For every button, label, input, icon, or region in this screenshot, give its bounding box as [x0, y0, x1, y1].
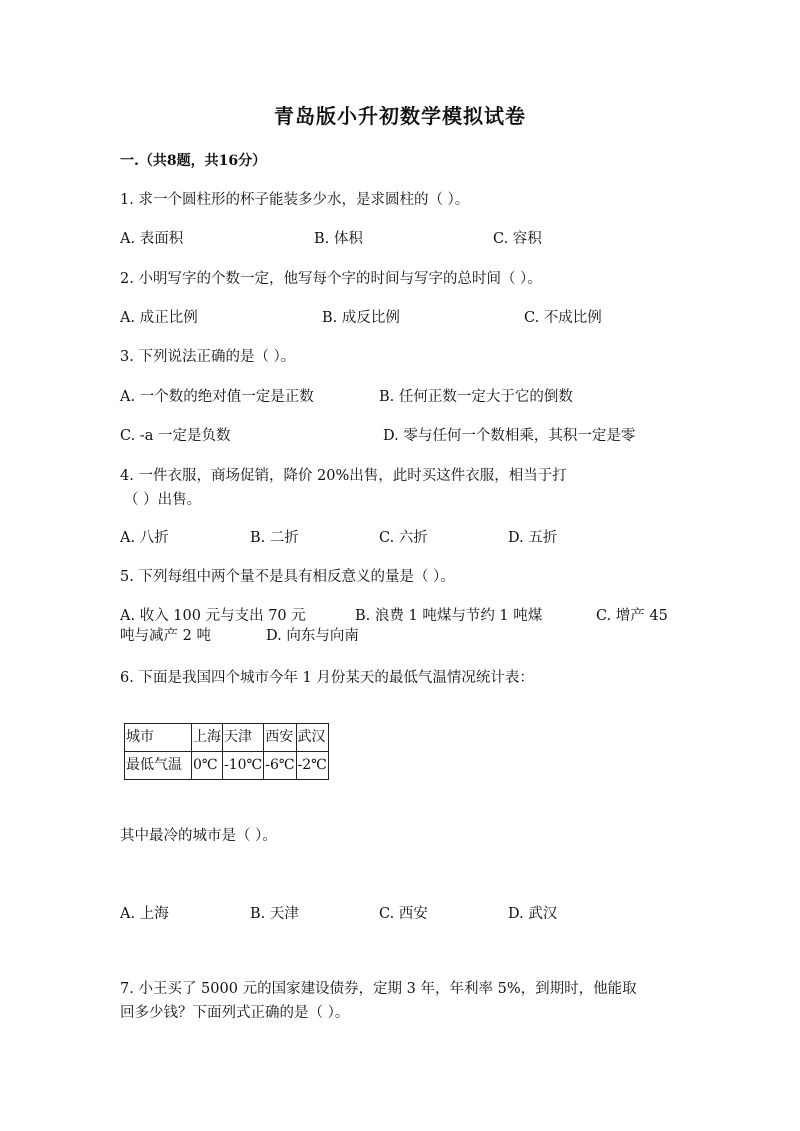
table-cell: 武汉	[296, 724, 328, 752]
question-6-question: 其中最冷的城市是（ ）。	[120, 828, 277, 844]
question-6-option-a: A. 上海	[120, 906, 169, 922]
table-cell: 上海	[192, 724, 223, 752]
table-cell: 西安	[264, 724, 296, 752]
question-1-option-b: B. 体积	[314, 231, 363, 247]
question-2-option-b: B. 成反比例	[322, 310, 400, 326]
question-3-option-a: A. 一个数的绝对值一定是正数	[120, 389, 314, 405]
question-4-option-b: B. 二折	[250, 530, 299, 546]
question-4-option-d: D. 五折	[508, 530, 558, 546]
question-7-stem-line1: 7. 小王买了 5000 元的国家建设债券，定期 3 年，年利率 5%，到期时，他能取	[120, 981, 637, 997]
question-5-option-c-start: C. 增产 45	[596, 608, 668, 624]
table-cell: 0℃	[192, 752, 223, 780]
question-5-option-d: D. 向东与向南	[266, 628, 359, 644]
table-row	[125, 752, 329, 780]
question-2-stem: 2. 小明写字的个数一定，他写每个字的时间与写字的总时间（ ）。	[120, 271, 542, 287]
question-3-option-d: D. 零与任何一个数相乘，其积一定是零	[383, 428, 636, 444]
table-cell: 最低气温	[125, 752, 192, 780]
table-cell: -2℃	[296, 752, 328, 780]
question-5-option-a: A. 收入 100 元与支出 70 元	[120, 608, 306, 624]
question-6-option-b: B. 天津	[250, 906, 299, 922]
question-1-option-a: A. 表面积	[120, 231, 184, 247]
question-5-option-b: B. 浪费 1 吨煤与节约 1 吨煤	[355, 608, 543, 624]
page-title: 青岛版小升初数学模拟试卷	[274, 104, 526, 128]
question-6-option-d: D. 武汉	[508, 906, 558, 922]
question-3-option-b: B. 任何正数一定大于它的倒数	[379, 389, 573, 405]
question-6-stem: 6. 下面是我国四个城市今年 1 月份某天的最低气温情况统计表：	[120, 670, 534, 686]
question-5-stem: 5. 下列每组中两个量不是具有相反意义的量是（ ）。	[120, 569, 455, 585]
question-4-option-a: A. 八折	[120, 530, 169, 546]
temperature-table	[124, 723, 329, 780]
table-header-row	[125, 724, 329, 752]
question-2-option-c: C. 不成比例	[524, 310, 602, 326]
table-cell: -6℃	[264, 752, 296, 780]
question-1-option-c: C. 容积	[493, 231, 542, 247]
table-cell: 天津	[223, 724, 264, 752]
question-6-option-c: C. 西安	[379, 906, 428, 922]
table-cell: 城市	[125, 724, 192, 752]
question-3-option-c: C. -a 一定是负数	[120, 428, 231, 444]
question-3-stem: 3. 下列说法正确的是（ ）。	[120, 349, 296, 365]
question-4-option-c: C. 六折	[379, 530, 428, 546]
question-1-stem: 1. 求一个圆柱形的杯子能装多少水，是求圆柱的（ ）。	[120, 192, 470, 208]
question-4-stem-line1: 4. 一件衣服，商场促销，降价 20%出售，此时买这件衣服，相当于打	[120, 468, 567, 484]
question-5-option-c-end: 吨与减产 2 吨	[120, 628, 211, 644]
question-4-stem-line2: （ ）出售。	[124, 492, 202, 508]
question-7-stem-line2: 回多少钱？下面列式正确的是（ ）。	[120, 1005, 350, 1021]
question-2-option-a: A. 成正比例	[120, 310, 198, 326]
section-heading: 一.（共8题，共16分）	[120, 153, 267, 169]
table-cell: -10℃	[223, 752, 264, 780]
